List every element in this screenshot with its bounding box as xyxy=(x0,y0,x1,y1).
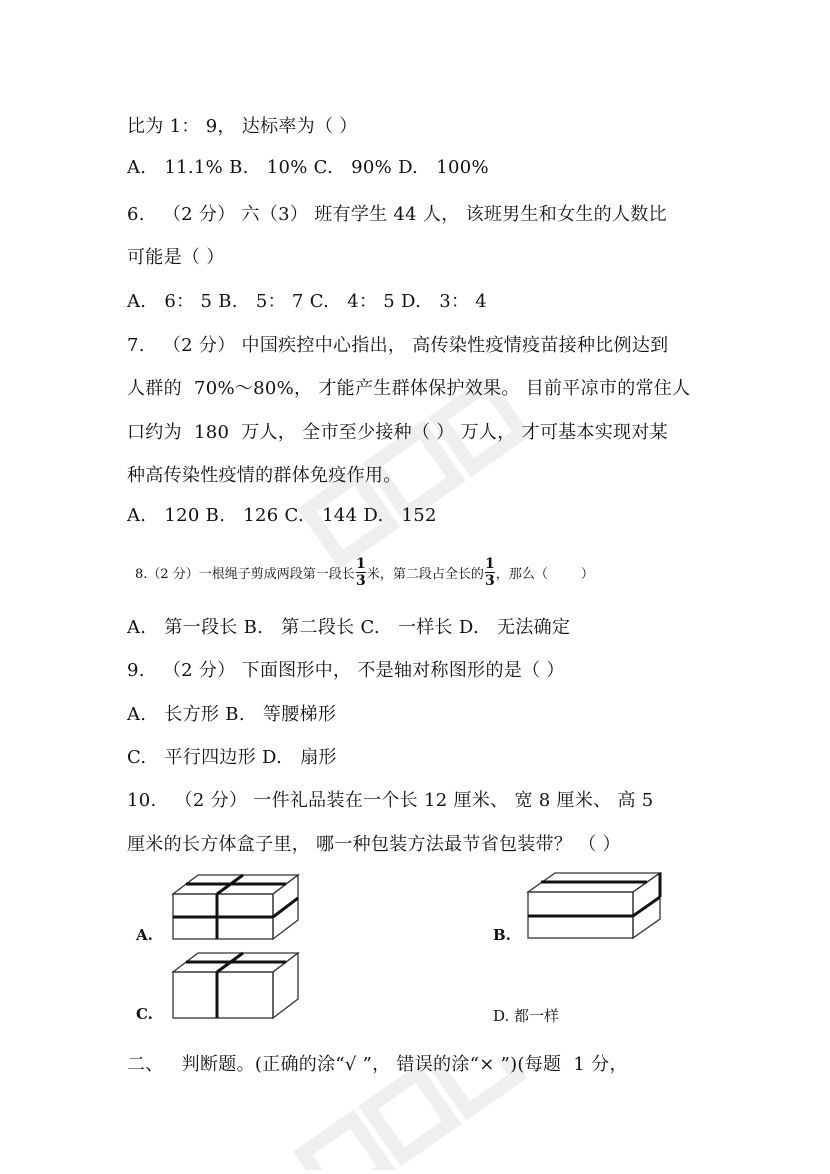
fraction-numerator: 1 xyxy=(355,556,366,572)
q8-part1: 8.（2 分）一根绳子剪成两段第一段长 xyxy=(135,567,355,582)
line-q10-stem: 10. （2 分） 一件礼品装在一个长 12 厘米、 宽 8 厘米、 高 5 xyxy=(127,790,654,811)
line-q6-stem: 6. （2 分） 六（3） 班有学生 44 人， 该班男生和女生的人数比 xyxy=(127,204,667,225)
box-b-figure xyxy=(525,870,665,942)
line-q9-stem: 9. （2 分） 下面图形中， 不是轴对称图形的是（ ） xyxy=(127,660,565,681)
line-q5-options: A. 11.1% B. 10% C. 90% D. 100% xyxy=(127,157,489,178)
box-a-figure xyxy=(170,872,302,942)
line-q8-stem xyxy=(135,557,594,588)
line-q8-options: A. 第一段长 B. 第二段长 C. 一样长 D. 无法确定 xyxy=(127,617,571,638)
line-q6-stem-cont: 可能是（ ） xyxy=(127,247,225,268)
line-q7-options: A. 120 B. 126 C. 144 D. 152 xyxy=(127,505,437,526)
fraction-numerator-2: 1 xyxy=(484,556,495,572)
line-q7-stem-4: 种高传染性疫情的群体免疫作用。 xyxy=(127,465,402,486)
line-q7-stem-2: 人群的 70%～80%， 才能产生群体保护效果。 目前平凉市的常住人 xyxy=(127,378,691,399)
box-a-label: A. xyxy=(136,926,153,944)
q8-part2: 米，第二段占全长的 xyxy=(366,567,484,582)
q8-part3: ，那么（ ） xyxy=(495,567,594,582)
box-c-label: C. xyxy=(136,1005,153,1023)
line-q5-ratio: 比为 1： 9， 达标率为（ ） xyxy=(127,116,358,137)
line-q7-stem: 7. （2 分） 中国疾控中心指出， 高传染性疫情疫苗接种比例达到 xyxy=(127,335,669,356)
fraction-one-third xyxy=(356,557,366,588)
box-d-label: D. 都一样 xyxy=(493,1007,560,1025)
line-q7-stem-3: 口约为 180 万人， 全市至少接种（ ） 万人， 才可基本实现对某 xyxy=(127,422,668,443)
box-c-figure xyxy=(170,950,302,1022)
line-section-2-heading: 二、 判断题。(正确的涂“√ ”， 错误的涂“× ”)(每题 1 分， xyxy=(127,1054,628,1075)
line-q6-options: A. 6： 5 B. 5： 7 C. 4： 5 D. 3： 4 xyxy=(127,291,488,312)
line-q9-options-cd: C. 平行四边形 D. 扇形 xyxy=(127,747,337,768)
watermark-stamp-2 xyxy=(270,1060,550,1170)
fraction-denominator: 3 xyxy=(355,573,366,589)
fraction-denominator-2: 3 xyxy=(484,573,495,589)
fraction-one-third-2 xyxy=(485,557,495,588)
line-q9-options-ab: A. 长方形 B. 等腰梯形 xyxy=(127,704,337,725)
line-q10-stem-2: 厘米的长方体盒子里， 哪一种包装方法最节省包装带？ （ ） xyxy=(127,834,621,855)
box-b-label: B. xyxy=(493,926,511,944)
